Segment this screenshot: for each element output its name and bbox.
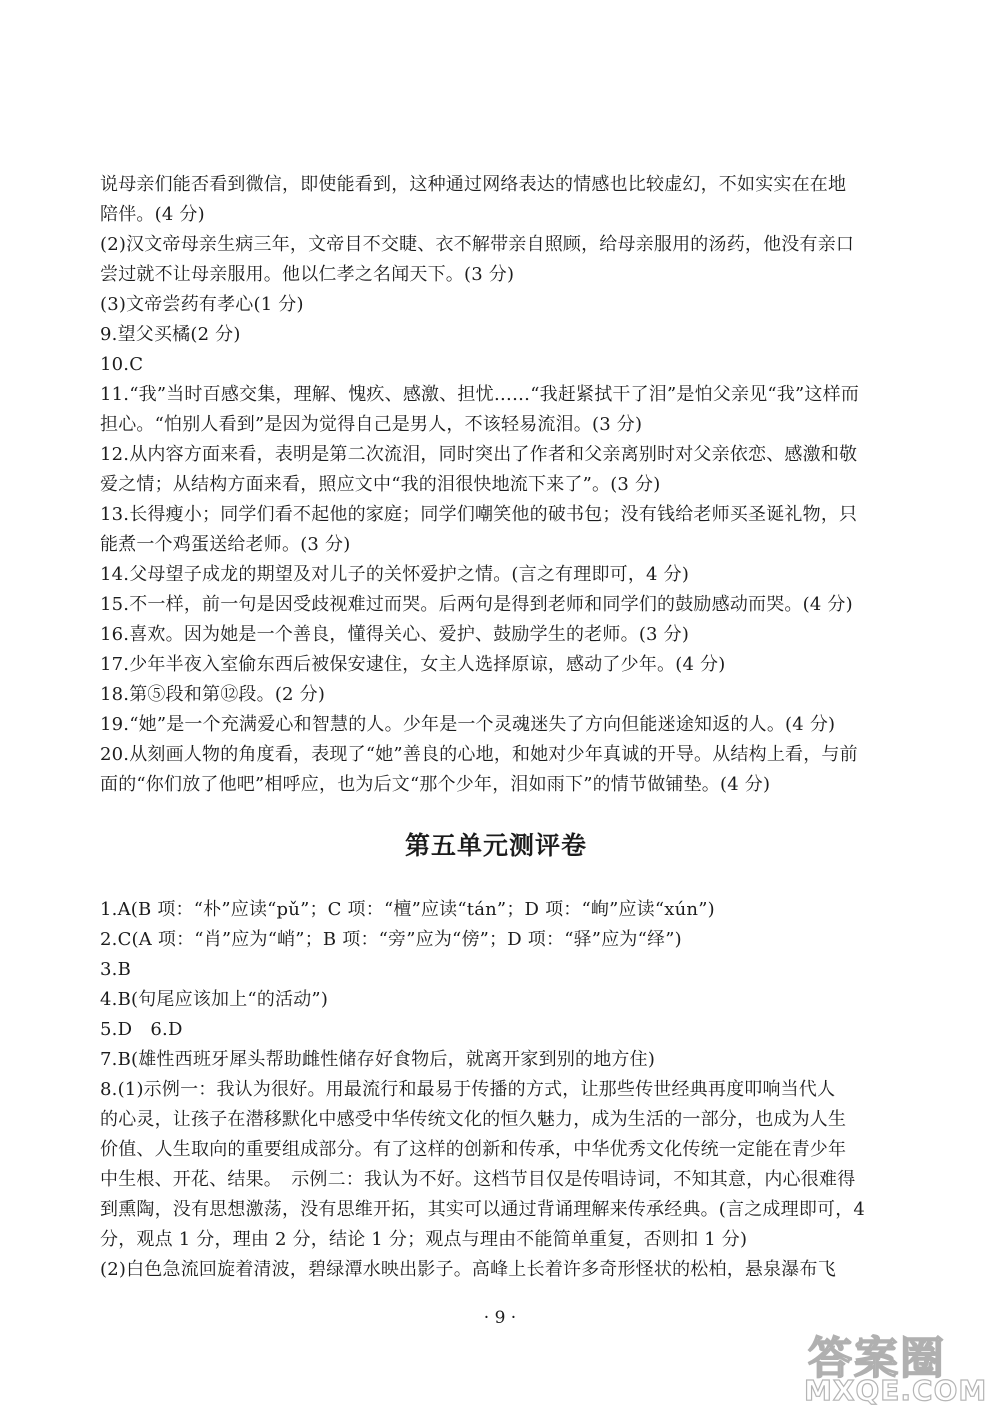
text-line: 19.“她”是一个充满爱心和智慧的人。少年是一个灵魂迷失了方向但能迷途知返的人。(4 分)	[100, 714, 836, 735]
text-line: 价值、人生取向的重要组成部分。有了这样的创新和传承，中华优秀文化传统一定能在青少年	[100, 1139, 847, 1160]
text-line: 20.从刻画人物的角度看，表现了“她”善良的心地，和她对少年真诚的开导。从结构上看，与前	[100, 744, 858, 765]
text-line: (2)白色急流回旋着清波，碧绿潭水映出影子。高峰上长着许多奇形怪状的松柏，悬泉瀑布飞	[100, 1259, 836, 1280]
text-line: 的心灵，让孩子在潜移默化中感受中华传统文化的恒久魅力，成为生活的一部分，也成为人生	[100, 1109, 847, 1130]
text-line: 8.(1)示例一：我认为很好。用最流行和最易于传播的方式，让那些传世经典再度叩响当代人	[100, 1079, 836, 1100]
text-line: 10.C	[100, 354, 144, 375]
text-line: 17.少年半夜入室偷东西后被保安逮住，女主人选择原谅，感动了少年。(4 分)	[100, 654, 726, 675]
text-line: 14.父母望子成龙的期望及对儿子的关怀爱护之情。(言之有理即可，4 分)	[100, 564, 690, 585]
watermark-text: 答案圈	[808, 1333, 946, 1384]
text-line: 4.B(句尾应该加上“的活动”)	[100, 989, 329, 1010]
page-number: · 9 ·	[483, 1308, 517, 1328]
answer-content	[100, 170, 892, 1285]
text-line: 3.B	[100, 959, 132, 980]
text-line: 中生根、开花、结果。 示例二：我认为不好。这档节目仅是传唱诗词，不知其意，内心很难得	[100, 1169, 856, 1190]
text-line: 9.望父买橘(2 分)	[100, 324, 241, 345]
text-line: 2.C(A 项：“肖”应为“峭”；B 项：“旁”应为“傍”；D 项：“驿”应为“绎”)	[100, 929, 682, 950]
text-line: 到熏陶，没有思想激荡，没有思维开拓，其实可以通过背诵理解来传承经典。(言之成理即可，4	[100, 1199, 866, 1220]
text-line: 18.第⑤段和第⑫段。(2 分)	[100, 684, 326, 705]
text-line: 能煮一个鸡蛋送给老师。(3 分)	[100, 534, 351, 555]
text-line: 12.从内容方面来看，表明是第二次流泪，同时突出了作者和父亲离别时对父亲依恋、感激和敬	[100, 444, 858, 465]
text-line: 说母亲们能否看到微信，即使能看到，这种通过网络表达的情感也比较虚幻，不如实实在在地	[100, 174, 847, 195]
text-line: 16.喜欢。因为她是一个善良，懂得关心、爱护、鼓励学生的老师。(3 分)	[100, 624, 690, 645]
text-line: 7.B(雄性西班牙犀头帮助雌性储存好食物后，就离开家到别的地方住)	[100, 1049, 656, 1070]
answer-block-top	[100, 170, 892, 800]
text-line: 11.“我”当时百感交集，理解、愧疚、感激、担忧……“我赶紧拭干了泪”是怕父亲见“我”这样而	[100, 384, 860, 405]
watermark-logo	[800, 1322, 990, 1412]
text-line: 爱之情；从结构方面来看，照应文中“我的泪很快地流下来了”。(3 分)	[100, 474, 661, 495]
watermark-site: MXQE.COM	[804, 1374, 988, 1407]
text-line: 1.A(B 项：“朴”应读“pǔ”；C 项：“檀”应读“tán”；D 项：“峋”应读“xún”)	[100, 899, 715, 920]
text-line: 13.长得瘦小；同学们看不起他的家庭；同学们嘲笑他的破书包；没有钱给老师买圣诞礼物，只	[100, 504, 858, 525]
text-line: 5.D 6.D	[100, 1019, 183, 1040]
text-line: 面的“你们放了他吧”相呼应，也为后文“那个少年，泪如雨下”的情节做铺垫。(4 分)	[100, 774, 771, 795]
text-line: (3)文帝尝药有孝心(1 分)	[100, 294, 304, 315]
text-line: 陪伴。(4 分)	[100, 204, 205, 225]
text-line: 15.不一样，前一句是因受歧视难过而哭。后两句是得到老师和同学们的鼓励感动而哭。(4 分)	[100, 594, 853, 615]
text-line: 分，观点 1 分，理由 2 分，结论 1 分；观点与理由不能简单重复，否则扣 1 分)	[100, 1229, 748, 1250]
section-title: 第五单元测评卷	[404, 831, 587, 860]
text-line: (2)汉文帝母亲生病三年，文帝目不交睫、衣不解带亲自照顾，给母亲服用的汤药，他没有亲口	[100, 234, 855, 255]
answer-block-bottom	[100, 895, 892, 1285]
text-line: 尝过就不让母亲服用。他以仁孝之名闻天下。(3 分)	[100, 264, 515, 285]
text-line: 担心。“怕别人看到”是因为觉得自己是男人，不该轻易流泪。(3 分)	[100, 414, 643, 435]
